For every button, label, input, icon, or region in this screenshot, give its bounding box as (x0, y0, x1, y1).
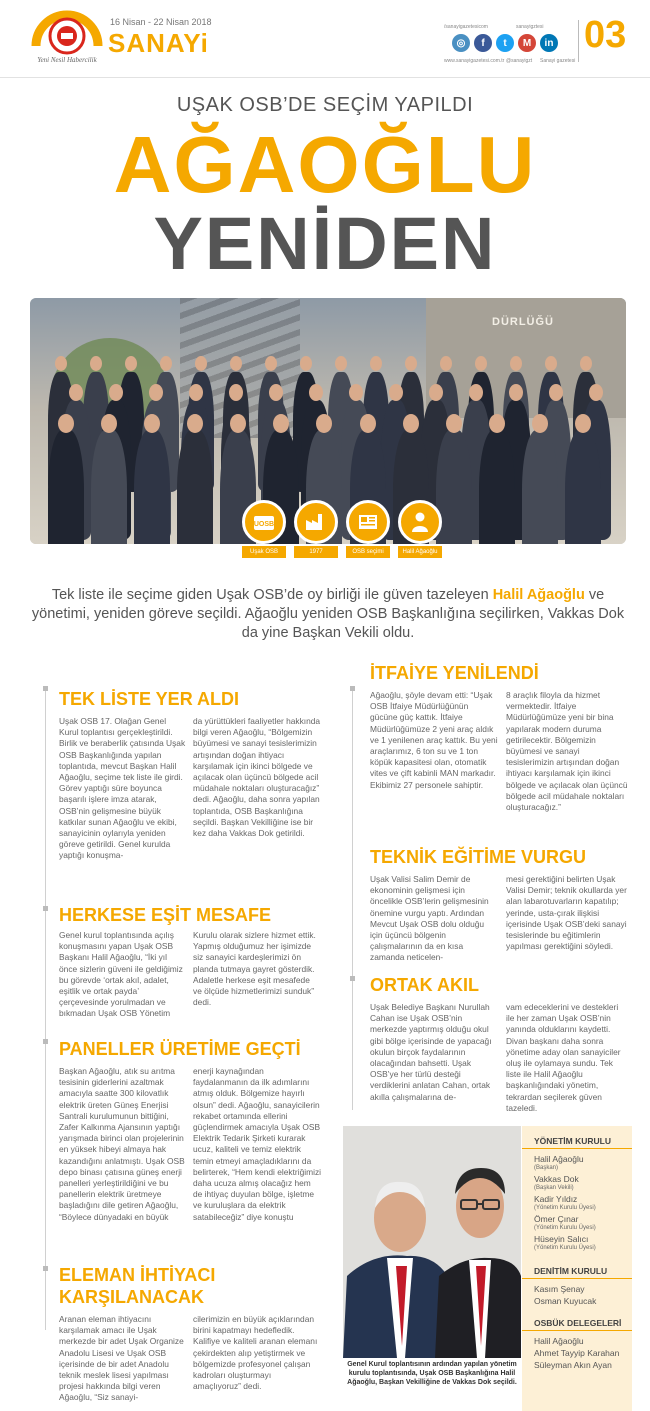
social-links (444, 24, 576, 68)
rule-marker (43, 1266, 48, 1271)
section-title-itfaiye: İTFAİYE YENİLENDİ (370, 663, 539, 683)
crowd-person-head (510, 356, 522, 371)
crowd-person-head (101, 414, 117, 433)
twitter-handle: sanayigztesi (516, 24, 544, 30)
headline-secondary: YENİDEN (153, 202, 497, 285)
facebook-icon[interactable]: f (474, 34, 492, 52)
twitter-icon[interactable]: t (496, 34, 514, 52)
crowd-person-head (58, 414, 74, 433)
crowd-person-head (575, 414, 591, 433)
crowd-person-head (489, 414, 505, 433)
section-text-ortak-col1: Uşak Belediye Başkanı Nurullah Cahan ise Uşak OSB’nin merkezde yaptırmış olduğu okul gibi bölge içerisinde de yapacağı okulun birçok faydalarının olacağından bahsetti. Uşak OSB’ye her türlü desteği verdiklerini anlatan Cahan, ortak akılla çalışmalarına de- (370, 1002, 492, 1102)
section-text-itfaiye-col1: Ağaoğlu, şöyle devam etti: “Uşak OSB İtfaiye Müdürlüğünün gücüne güç kattık. İtfaiye Müdürlüğümüze 2 yeni araç aldık ve 1 yenilenen araç kattık. Bu yeni araçlarımız, 6 ton su ve 1 ton köpük kapasitesi olan, otomatik vites ve çift kabinli MAN markadır. Ekibimiz 27 personele sahiptir. (370, 690, 498, 790)
infobox-rule (522, 1278, 632, 1279)
crowd-person-head (195, 356, 207, 371)
section-text-paneller-col2: enerji kaynağından faydalanmanın da ilk adımlarını atmış olduk. Bölgemize hayırlı olsun” dedi. Ağaoğlu, sanayicilerin rekabet ortamında ellerini güçlendirmek amacıyla Uşak OSB Elektrik Tedarik Şirketi kurarak ucuz, kaliteli ve temiz elektrik temin etmeyi amaçladıklarını da belirterek, “Hem kendi elektriğimizi daha ucuza almış olacağız hem de ihtiyaç duyulan bölge, işletme ve kuruluşlara da elektrik satabileceğiz” diye konuştu (193, 1066, 321, 1222)
delegate-name: Halil Ağaoğlu (534, 1336, 584, 1346)
crowd-person-head (300, 356, 312, 371)
crowd-person-head (55, 356, 67, 371)
crowd-person (48, 430, 84, 544)
page-header (0, 0, 650, 78)
right-column-rule (352, 690, 353, 1110)
building-sign: DÜRLÜĞÜ (492, 316, 554, 328)
fact-badges (242, 500, 442, 568)
section-text-tek-liste-col1: Uşak OSB 17. Olağan Genel Kurul toplantısı gerçekleştirildi. Birlik ve beraberlik çatısında Uşak OSB Başkanlığında yapılan toplantıda, mevcut Başkan Halil Ağaoğlu, seçime tek liste ile girdi. Görev yaptığı süre boyunca başarılı işlere imza atarak, OSB’nin gelişmesine büyük katkılar sunan Ağaoğlu ve ekibi, sanayicinin oylarıyla yeniden göreve getirildi. Genel kurulda yaptığı konuşma- (59, 716, 186, 861)
crowd-person-head (532, 414, 548, 433)
svg-text:UOSB: UOSB (253, 521, 275, 528)
crowd-person-head (360, 414, 376, 433)
crowd-person-head (265, 356, 277, 371)
badge-halil-agaoglu (398, 500, 442, 558)
crowd-person-head (446, 414, 462, 433)
section-text-eleman-col1: Aranan eleman ihtiyacını karşılamak amacı ile Uşak merkezde bir adet Uşak Organize Anadolu Lisesi ve Uşak OSB içerisinde de bir adet Anadolu teknik meslek lisesi yapılması projesi hakkında bilgi veren Ağaoğlu, “Siz sanayi- (59, 1314, 184, 1403)
crowd-person-head (403, 414, 419, 433)
crowd-person-head (545, 356, 557, 371)
website-url: www.sanayigazetesi.com.tr (444, 58, 505, 64)
infobox-rule (522, 1330, 632, 1331)
rule-marker (43, 1039, 48, 1044)
board-member-role: (Başkan) (534, 1165, 559, 1171)
board-member-name: Halil Ağaoğlu (534, 1154, 584, 1164)
badge-uosb (242, 500, 286, 558)
lead-text-part1: Tek liste ile seçime giden Uşak OSB’de oy birliği ile güven tazeleyen (51, 587, 493, 603)
portrait-photo (343, 1126, 521, 1358)
section-title-tek-liste: TEK LİSTE YER ALDI (59, 689, 240, 709)
audit-member-name: Osman Kuyucak (534, 1296, 597, 1306)
board-member-name: Kadir Yıldız (534, 1194, 578, 1204)
section-title-eleman (59, 1264, 215, 1308)
section-text-herkese-col2: Kurulu olarak sizlere hizmet ettik. Yapmış olduğumuz her işimizde siz sanayici kardeşlerimizi ön planda tutmaya gayret gösterdik. Adaletle herkese eşit mesafede ve ölçüde hizmetlerimizi sunduk” dedi. (193, 930, 316, 1008)
rule-marker (43, 906, 48, 911)
lead-highlight: Halil Ağaoğlu (492, 587, 585, 603)
board-member-name: Vakkas Dok (534, 1174, 579, 1184)
section-text-herkese-col1: Genel kurul toplantısında açılış konuşmasını yapan Uşak OSB Başkanı Halil Ağaoğlu, “İki yıl önce sizlerin güveni ile geldiğimiz bu görevde ‘ortak akıl, adalet, eşitlik ve ortak payda’ çerçevesinde yorulmadan ve bıkmadan Uşak OSB Yönetim (59, 930, 183, 1019)
lead-paragraph (30, 586, 626, 643)
board-member-name: Ömer Çınar (534, 1214, 579, 1224)
section-text-teknik-col1: Uşak Valisi Salim Demir de ekonominin gelişmesi için öncelikle OSB’lerin gelişmesinin önemine vurgu yaptı. Ardından Mevcut Uşak OSB dolu olduğu için üçüncü bölgenin çalışmalarının da en kısa zamanda neticelen- (370, 874, 489, 963)
crowd-person-head (160, 356, 172, 371)
crowd-person-head (370, 356, 382, 371)
logo-slogan: Yeni Nesil Habercilik (37, 56, 97, 64)
crowd-person (134, 430, 170, 544)
section-text-itfaiye-col2: 8 araçlık filoyla da hizmet vermektedir. İtfaiye Müdürlüğümüze yeni bir bina yapılarak modern duruma getirilecektir. Bölgemizin büyümesi ve sanayi tesislerimizin artışından doğan ihtiyacı karşılamak için ikinci bölgede ve açılacak olan üçüncü bölgede acil müdahale noktaları oluşturacağız.” (506, 690, 628, 813)
badge-label: 1977 (294, 546, 338, 558)
infobox-rule (522, 1148, 632, 1149)
board-member-role: (Başkan Vekili) (534, 1185, 574, 1191)
section-text-eleman-col2: cilerimizin en büyük açıklarından birini kapatmayı hedefledik. Kalifiye ve kaliteli aranan elemanı çekirdekten alıp yetiştirmek ve bölgemizde profesyonel çalışan kadroları oluşturmayı amaçlıyoruz” dedi. (193, 1314, 318, 1392)
newspaper-brand: SANAYi (108, 28, 209, 58)
crowd-person-head (440, 356, 452, 371)
facebook-handle: /sanayigazetesicom (444, 24, 488, 30)
board-member-role: (Yönetim Kurulu Üyesi) (534, 1245, 596, 1251)
infobox-title-yonetim: YÖNETİM KURULU (534, 1136, 611, 1146)
crowd-person (91, 430, 127, 544)
left-column-rule (45, 690, 46, 1330)
board-member-role: (Yönetim Kurulu Üyesi) (534, 1225, 596, 1231)
board-member-role: (Yönetim Kurulu Üyesi) (534, 1205, 596, 1211)
crowd-person-head (405, 356, 417, 371)
youtube-handle: Sanayi gazetesi (540, 58, 576, 64)
linkedin-icon[interactable]: in (540, 34, 558, 52)
crowd-person (177, 430, 213, 544)
crowd-person-head (125, 356, 137, 371)
lead-text-part2: ve yönetimi, yeniden göreve seçildi. Ağaoğlu yeniden OSB Başkanlığına seçilirken, Vakkas Dok da yine Başkan Vekili oldu. (31, 587, 625, 641)
portrait-illustration (343, 1126, 521, 1358)
headline-kicker: UŞAK OSB’DE SEÇİM YAPILDI (176, 94, 474, 116)
infobox-title-denetim: DENİTİM KURULU (534, 1266, 608, 1276)
sanayi-logo-icon (30, 6, 104, 66)
uosb-logo-icon (242, 500, 286, 544)
badge-label: OSB seçimi (346, 546, 390, 558)
section-text-teknik-col2: mesi gerektiğini belirten Uşak Valisi Demir; teknik okullarda yer alan labarotuvarların kapatılıp; yerinde, usta-çırak ilişkisi içerisinde Uşak OSB’deki sanayi tesislerinde bu eğitimlerin yapılması gerektiğini söyledi. (506, 874, 627, 952)
crowd-person (565, 430, 601, 544)
gmail-icon[interactable]: M (518, 34, 536, 52)
crowd-person-head (230, 356, 242, 371)
issue-date: 16 Nisan - 22 Nisan 2018 (110, 17, 212, 27)
section-title-teknik: TEKNİK EĞİTİME VURGU (370, 847, 587, 867)
delegate-name: Ahmet Tayyip Karahan (534, 1348, 620, 1358)
photo-caption: Genel Kurul toplantısının ardından yapılan yönetim kurulu toplantısında, Uşak OSB Başkanlığına Halil Ağaoğlu, Başkan Vekilliğine de Vakkas Dok seçildi. (347, 1361, 517, 1386)
badge-label: Uşak OSB (242, 546, 286, 558)
section-title-eleman-line2: KARŞILANACAK (59, 1287, 204, 1307)
newspaper-icon (346, 500, 390, 544)
badge-label: Halil Ağaoğlu (398, 546, 442, 558)
section-text-paneller-col1: Başkan Ağaoğlu, atık su arıtma tesisinin giderlerini azaltmak amacıyla saatte 300 kilovatlık elektrik üreten Güneş Enerjisi Santrali kurulumunun bittiğini, Zafer Kalkınma Ajansının yaptığı yarışmada birinci olan projelerinin en yüksek hibeyi almaya hak kazandığını anlatmıştı. Uşak OSB depo binası çatısına güneş enerji panelleri yerleştirildiğini ve bu panellerin elektrik üretmeye başladığını dile getiren Ağaoğlu, “Böylece dünyadaki en büyük (59, 1066, 185, 1222)
badge-osb-secimi (346, 500, 390, 558)
header-divider (578, 20, 579, 62)
section-text-ortak-col2: vam edeceklerini ve destekleri ile her zaman Uşak OSB’nin yanında olduklarını kaydetti. Divan başkanı daha sonra yönetime aday olan sanayiciler oluş ile oylamaya sundu. Tek liste ile Halil Ağaoğlu başkanlığındaki yönetim, tekrardan seçilerek güven tazeledi. (506, 1002, 621, 1113)
section-title-eleman-line1: ELEMAN İHTİYACI (59, 1265, 216, 1285)
rule-marker (350, 686, 355, 691)
crowd-person (479, 430, 515, 544)
rule-marker (350, 976, 355, 981)
infobox-title-delegeler: OSBÜK DELEGELERİ (534, 1318, 622, 1328)
badge-1977 (294, 500, 338, 558)
board-member-name: Hüseyin Salıcı (534, 1234, 589, 1244)
section-title-ortak: ORTAK AKIL (370, 975, 479, 995)
section-text-tek-liste-col2: da yürüttükleri faaliyetler hakkında bilgi veren Ağaoğlu, “Bölgemizin büyümesi ve sanayi tesislerimizin artışından doğan ihtiyacı karşılamak için ikinci bölgede ve açılacak olan üçüncü bölgede acil müdahale noktaları oluşturacağız” dedi. Ağaoğlu, daha sonra yapılan toplantıda, OSB Başkanlığına seçildi. Başkan Vekilliğine ise bir kez daha Vakkas Dok getirildi. (193, 716, 321, 839)
crowd-person-head (475, 356, 487, 371)
crowd-person-head (90, 356, 102, 371)
headline-primary: AĞAOĞLU (113, 120, 537, 209)
audit-member-name: Kasım Şenay (534, 1284, 585, 1294)
crowd-person (522, 430, 558, 544)
globe-icon[interactable]: ◎ (452, 34, 470, 52)
section-title-herkese: HERKESE EŞİT MESAFE (59, 905, 272, 925)
page-number: 03 (584, 14, 627, 56)
rule-marker (43, 686, 48, 691)
section-title-paneller: PANELLER ÜRETİME GEÇTİ (59, 1039, 301, 1059)
instagram-handle: @sanayigzt (506, 58, 533, 64)
social-icons-row (452, 34, 558, 52)
person-icon (398, 500, 442, 544)
crowd-person-head (580, 356, 592, 371)
board-info-box (522, 1126, 632, 1411)
crowd-person-head (335, 356, 347, 371)
delegate-name: Süleyman Akın Ayan (534, 1360, 612, 1370)
factory-icon (294, 500, 338, 544)
